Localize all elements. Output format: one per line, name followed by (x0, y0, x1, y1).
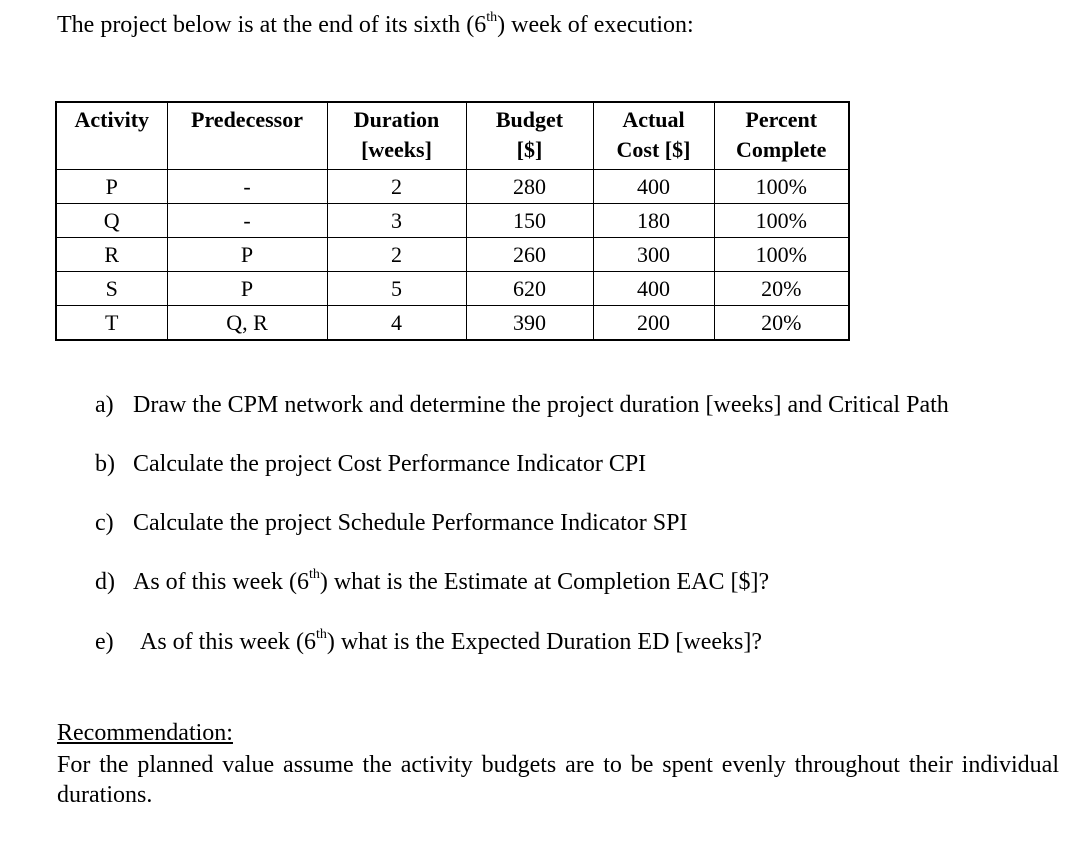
recommendation-text: For the planned value assume the activity budgets are to be spent evenly throughout their individual durations. (57, 752, 1059, 808)
question-a (95, 392, 949, 419)
question-c-label: c) (95, 510, 114, 536)
intro-sup: th (486, 10, 498, 25)
question-e-before: As of this week (6 (140, 629, 316, 655)
question-a-text: Draw the CPM network and determine the project duration [weeks] and Critical Path (133, 392, 949, 418)
cell-budget: 260 (466, 238, 593, 272)
cell-predecessor: - (167, 170, 327, 204)
question-d (95, 569, 769, 596)
cell-actual-cost: 200 (593, 306, 714, 341)
header-activity: Activity (56, 102, 167, 170)
cell-budget: 280 (466, 170, 593, 204)
cell-budget: 390 (466, 306, 593, 341)
cell-predecessor: - (167, 204, 327, 238)
table-row (56, 204, 849, 238)
table-row (56, 170, 849, 204)
header-predecessor: Predecessor (167, 102, 327, 170)
header-actual-cost: Actual Cost [$] (593, 102, 714, 170)
question-d-label: d) (95, 569, 115, 595)
question-d-sup: th (308, 567, 320, 582)
question-d-before: As of this week (6 (133, 569, 309, 595)
cell-activity: P (56, 170, 167, 204)
cell-budget: 620 (466, 272, 593, 306)
cell-duration: 3 (327, 204, 466, 238)
question-c-text: Calculate the project Schedule Performance Indicator SPI (133, 510, 688, 536)
question-b (95, 451, 646, 478)
question-a-label: a) (95, 392, 114, 418)
question-b-text: Calculate the project Cost Performance Indicator CPI (133, 451, 647, 477)
cell-actual-cost: 300 (593, 238, 714, 272)
cell-activity: S (56, 272, 167, 306)
cell-percent-complete: 100% (714, 170, 849, 204)
recommendation-title: Recommendation: (57, 720, 233, 746)
cell-budget: 150 (466, 204, 593, 238)
cell-activity: R (56, 238, 167, 272)
cell-duration: 5 (327, 272, 466, 306)
table-row (56, 272, 849, 306)
question-e (95, 629, 762, 656)
cell-percent-complete: 20% (714, 272, 849, 306)
table-header-row (56, 102, 849, 170)
cell-predecessor: P (167, 272, 327, 306)
cell-activity: T (56, 306, 167, 341)
question-c (95, 510, 687, 537)
question-b-label: b) (95, 451, 115, 477)
cell-predecessor: P (167, 238, 327, 272)
cell-actual-cost: 400 (593, 170, 714, 204)
cell-duration: 2 (327, 238, 466, 272)
header-budget: Budget [$] (466, 102, 593, 170)
cell-predecessor: Q, R (167, 306, 327, 341)
project-table (55, 101, 850, 341)
cell-percent-complete: 20% (714, 306, 849, 341)
cell-percent-complete: 100% (714, 238, 849, 272)
intro-text (57, 12, 694, 39)
intro-after: ) week of execution: (497, 12, 694, 38)
cell-activity: Q (56, 204, 167, 238)
question-e-label: e) (95, 629, 114, 655)
question-e-sup: th (315, 627, 327, 642)
table-row (56, 306, 849, 341)
cell-duration: 4 (327, 306, 466, 341)
cell-percent-complete: 100% (714, 204, 849, 238)
cell-actual-cost: 180 (593, 204, 714, 238)
header-duration: Duration [weeks] (327, 102, 466, 170)
table-row (56, 238, 849, 272)
cell-actual-cost: 400 (593, 272, 714, 306)
question-d-after: ) what is the Estimate at Completion EAC [$]? (319, 569, 770, 595)
header-percent-complete: Percent Complete (714, 102, 849, 170)
question-e-after: ) what is the Expected Duration ED [weeks]? (326, 629, 763, 655)
intro-before: The project below is at the end of its sixth (6 (57, 12, 487, 38)
cell-duration: 2 (327, 170, 466, 204)
